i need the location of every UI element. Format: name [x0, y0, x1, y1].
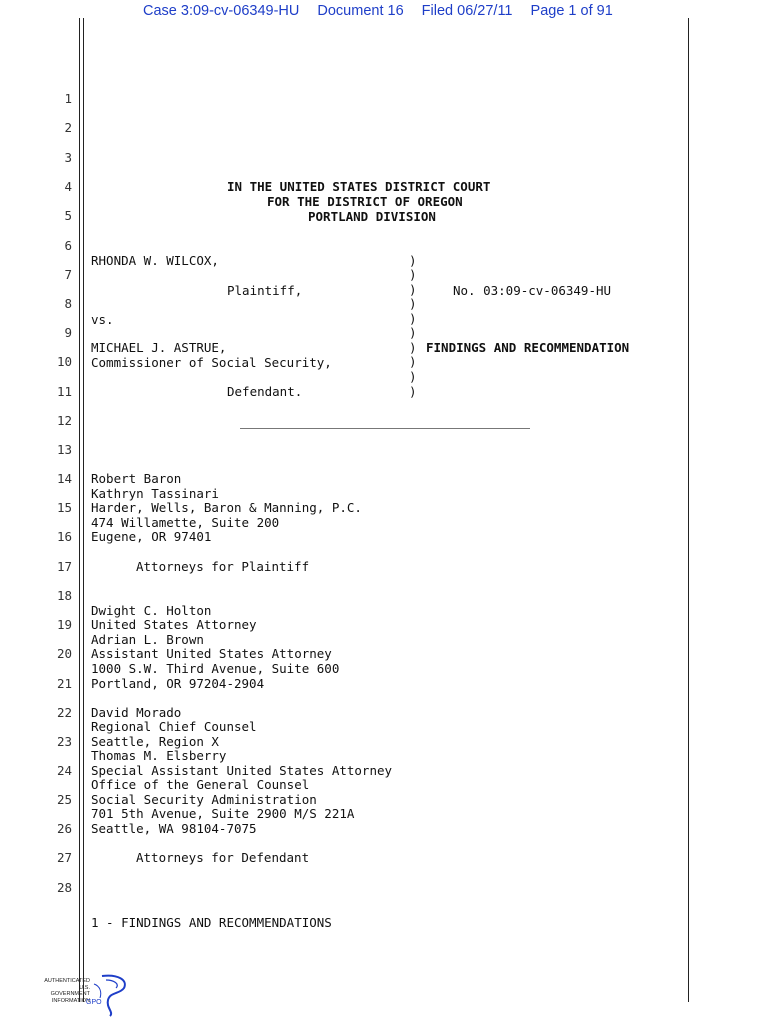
line-number: 5	[64, 208, 72, 223]
page-footer: 1 - FINDINGS AND RECOMMENDATIONS	[91, 915, 332, 930]
plaintiff-role: Plaintiff,	[227, 283, 303, 298]
line-number: 13	[56, 442, 72, 457]
counsel-line: Assistant United States Attorney	[91, 646, 332, 661]
gpo-eagle-icon	[40, 972, 132, 1018]
line-number: 19	[56, 617, 72, 632]
ecf-header	[143, 3, 627, 19]
line-number: 12	[56, 413, 72, 428]
gpo-seal	[40, 972, 132, 1018]
counsel-line: Dwight C. Holton	[91, 603, 212, 618]
page-count-header: Page 1 of 91	[530, 3, 613, 19]
counsel-line: Eugene, OR 97401	[91, 529, 212, 544]
defendant-role: Defendant.	[227, 384, 303, 399]
line-number: 15	[56, 500, 72, 515]
caption-separator-line	[240, 428, 530, 429]
line-number: 20	[56, 646, 72, 661]
counsel-line: Thomas M. Elsberry	[91, 748, 227, 763]
counsel-line: Seattle, WA 98104-7075	[91, 821, 257, 836]
counsel-role: Attorneys for Defendant	[136, 850, 310, 865]
court-heading-line3: PORTLAND DIVISION	[308, 209, 436, 224]
line-number: 17	[56, 559, 72, 574]
counsel-role: Attorneys for Plaintiff	[136, 559, 310, 574]
counsel-line: Kathryn Tassinari	[91, 486, 219, 501]
versus: vs.	[91, 312, 114, 327]
line-number: 25	[56, 792, 72, 807]
line-number: 1	[64, 91, 72, 106]
counsel-line: Robert Baron	[91, 471, 182, 486]
gpo-logo-text: GPO	[86, 999, 102, 1006]
counsel-line: United States Attorney	[91, 617, 257, 632]
counsel-line: 474 Willamette, Suite 200	[91, 515, 280, 530]
line-number: 14	[56, 471, 72, 486]
line-number: 10	[56, 354, 72, 369]
line-number: 6	[64, 238, 72, 253]
seal-text: AUTHENTICATED U.S. GOVERNMENT INFORMATION	[44, 978, 90, 1004]
line-number: 2	[64, 120, 72, 135]
line-number: 28	[56, 880, 72, 895]
case-number-header: Case 3:09-cv-06349-HU	[143, 3, 300, 19]
defendant-name: MICHAEL J. ASTRUE,	[91, 340, 227, 355]
line-number: 7	[64, 267, 72, 282]
counsel-line: Seattle, Region X	[91, 734, 219, 749]
plaintiff-name: RHONDA W. WILCOX,	[91, 253, 219, 268]
line-number: 21	[56, 676, 72, 691]
counsel-line: 1000 S.W. Third Avenue, Suite 600	[91, 661, 340, 676]
line-number: 27	[56, 850, 72, 865]
line-number: 22	[56, 705, 72, 720]
line-number: 24	[56, 763, 72, 778]
case-number: No. 03:09-cv-06349-HU	[453, 283, 612, 298]
counsel-line: Harder, Wells, Baron & Manning, P.C.	[91, 500, 362, 515]
line-number: 23	[56, 734, 72, 749]
counsel-line: Adrian L. Brown	[91, 632, 204, 647]
defendant-title: Commissioner of Social Security,	[91, 355, 332, 370]
left-margin-rule-outer	[79, 18, 80, 1002]
line-number: 8	[64, 296, 72, 311]
counsel-line: Special Assistant United States Attorney	[91, 763, 393, 778]
left-margin-rule-inner	[83, 18, 84, 1002]
counsel-line: David Morado	[91, 705, 182, 720]
counsel-line: 701 5th Avenue, Suite 2900 M/S 221A	[91, 806, 355, 821]
line-number: 3	[64, 150, 72, 165]
counsel-line: Social Security Administration	[91, 792, 317, 807]
court-heading-line1: IN THE UNITED STATES DISTRICT COURT	[227, 179, 491, 194]
line-number: 26	[56, 821, 72, 836]
line-number: 4	[64, 179, 72, 194]
line-number: 9	[64, 325, 72, 340]
line-number: 11	[56, 384, 72, 399]
document-title: FINDINGS AND RECOMMENDATION	[426, 340, 630, 355]
counsel-line: Portland, OR 97204-2904	[91, 676, 265, 691]
filed-date-header: Filed 06/27/11	[421, 3, 513, 19]
document-number-header: Document 16	[317, 3, 404, 19]
counsel-line: Regional Chief Counsel	[91, 719, 257, 734]
counsel-line: Office of the General Counsel	[91, 777, 310, 792]
right-margin-rule	[688, 18, 689, 1002]
line-number: 16	[56, 529, 72, 544]
line-number: 18	[56, 588, 72, 603]
court-heading-line2: FOR THE DISTRICT OF OREGON	[267, 194, 463, 209]
